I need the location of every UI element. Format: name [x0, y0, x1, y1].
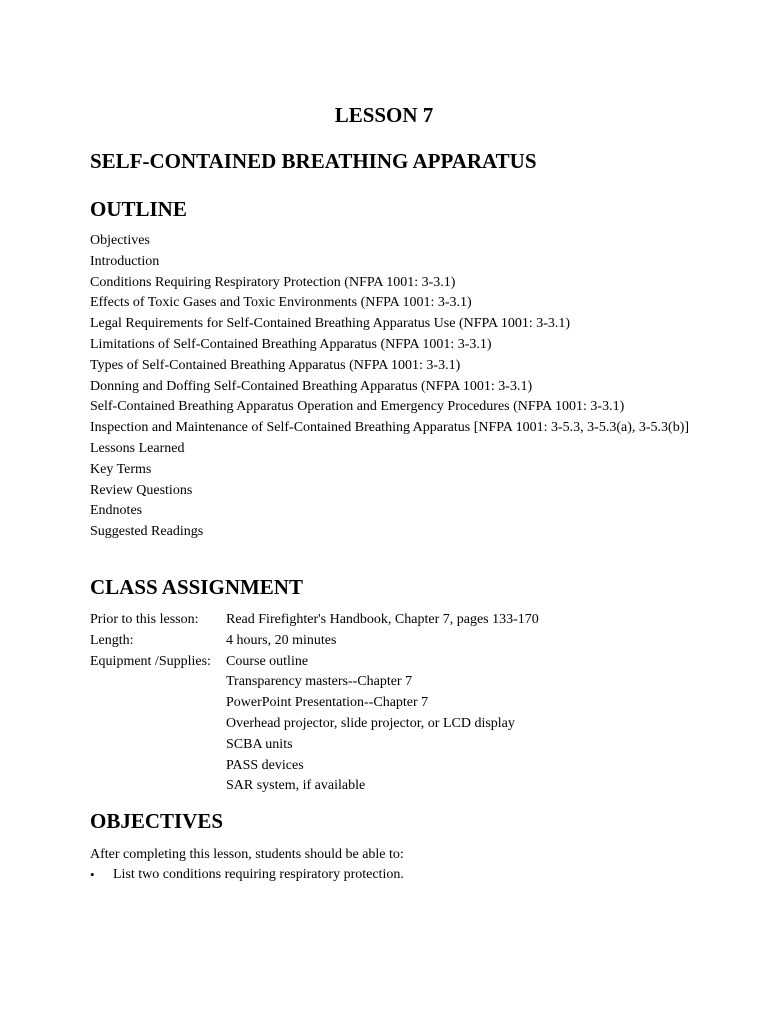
- class-assignment-table: [90, 610, 690, 797]
- assignment-row-prior: [90, 610, 690, 631]
- equipment-item: PowerPoint Presentation--Chapter 7: [226, 695, 429, 711]
- outline-item: Donning and Doffing Self-Contained Breathing Apparatus (NFPA 1001: 3-3.1): [90, 378, 533, 394]
- equipment-item: Transparency masters--Chapter 7: [226, 674, 413, 690]
- assignment-row-length: [90, 631, 690, 652]
- equipment-item: PASS devices: [226, 757, 304, 773]
- equipment-item: Course outline: [226, 653, 309, 669]
- length-value: [226, 631, 690, 652]
- outline-item: Legal Requirements for Self-Contained Breathing Apparatus Use (NFPA 1001: 3-3.1): [90, 316, 571, 332]
- outline-item: Introduction: [90, 253, 160, 269]
- equipment-item: SCBA units: [226, 736, 293, 752]
- outline-item: Objectives: [90, 233, 150, 248]
- equipment-list: [226, 652, 690, 798]
- outline-item: Effects of Toxic Gases and Toxic Environments (NFPA 1001: 3-3.1): [90, 295, 472, 311]
- outline-list: [90, 231, 690, 543]
- objective-item: [90, 865, 404, 886]
- bullet-icon: •: [90, 867, 95, 882]
- lesson-title: SELF-CONTAINED BREATHING APPARATUS: [90, 149, 537, 173]
- objectives-intro: After completing this lesson, students should be able to:: [90, 847, 404, 862]
- prior-value: [226, 610, 690, 631]
- objective-text: List two conditions requiring respiratory protection.: [113, 867, 404, 882]
- outline-item: Endnotes: [90, 503, 143, 519]
- length-value-text: 4 hours, 20 minutes: [226, 632, 337, 648]
- outline-item: Limitations of Self-Contained Breathing Apparatus (NFPA 1001: 3-3.1): [90, 336, 492, 352]
- equipment-label: Equipment /Supplies:: [90, 653, 211, 669]
- objectives-list: [90, 865, 404, 886]
- objectives-heading: OBJECTIVES: [90, 809, 224, 833]
- equipment-item: Overhead projector, slide projector, or LCD display: [226, 715, 515, 731]
- length-label: Length:: [90, 632, 134, 648]
- outline-item: Inspection and Maintenance of Self-Contained Breathing Apparatus [NFPA 1001: 3-5.3, 3-5.3(a), 3-5.3(b)]: [90, 420, 690, 436]
- outline-item: Suggested Readings: [90, 524, 204, 540]
- outline-item: Key Terms: [90, 461, 152, 477]
- outline-item: Types of Self-Contained Breathing Apparatus (NFPA 1001: 3-3.1): [90, 357, 461, 373]
- prior-label: Prior to this lesson:: [90, 612, 199, 627]
- assignment-row-equipment: [90, 652, 690, 798]
- prior-value-text: Read Firefighter's Handbook, Chapter 7, pages 133-170: [226, 612, 539, 627]
- outline-item: Review Questions: [90, 482, 193, 498]
- class-assignment-heading: CLASS ASSIGNMENT: [90, 575, 303, 599]
- outline-item: Conditions Requiring Respiratory Protection (NFPA 1001: 3-3.1): [90, 274, 456, 290]
- lesson-number: LESSON 7: [334, 103, 434, 127]
- outline-item: Lessons Learned: [90, 440, 185, 456]
- equipment-item: SAR system, if available: [226, 778, 366, 794]
- outline-item: Self-Contained Breathing Apparatus Operation and Emergency Procedures (NFPA 1001: 3-3.1): [90, 399, 625, 415]
- outline-heading: OUTLINE: [90, 197, 187, 221]
